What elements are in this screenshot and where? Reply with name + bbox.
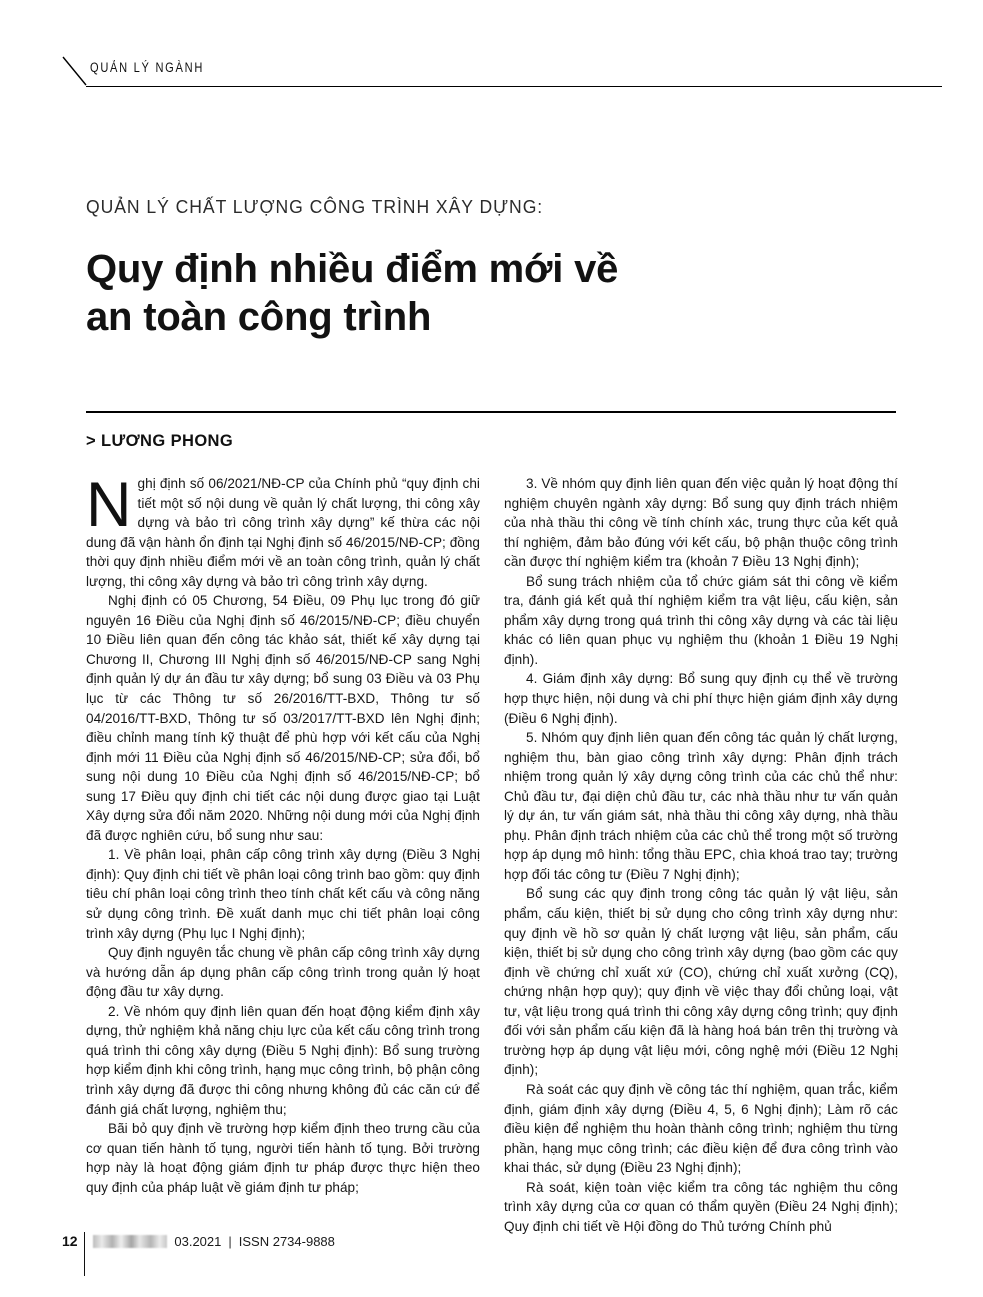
- paragraph: Rà soát, kiện toàn việc kiểm tra công tác nghiệm thu công trình xây dựng của cơ quan có thẩm quyền (Điều 24 Nghị định); Quy định chi tiết về Hội đồng do Thủ tướng Chính phủ: [504, 1179, 898, 1234]
- diagonal-slash-icon: [62, 56, 88, 86]
- page-footer: [62, 1232, 335, 1278]
- body-column-right: [504, 474, 898, 1234]
- paragraph: Bổ sung trách nhiệm của tổ chức giám sát thi công về kiểm tra, đánh giá kết quả thí nghiệm kiểm tra vật liệu, cấu kiện, sản phẩm xây dựng trong quá trình thi công xây dựng và các tài liệu khác có liên quan phục vụ nghiệm thu (khoản 1 Điều 19 Nghị định).: [504, 573, 898, 667]
- page-number: 12: [62, 1233, 78, 1249]
- running-header: [62, 56, 942, 90]
- lead-paragraph: [86, 470, 480, 591]
- issn-text: ISSN 2734-9888: [238, 1234, 335, 1249]
- footer-divider: [84, 1232, 86, 1276]
- body-column-left: [86, 470, 480, 1219]
- header-rule: [86, 86, 942, 87]
- issue-date: 03.2021: [174, 1234, 222, 1249]
- footer-meta: [93, 1232, 335, 1249]
- section-kicker: QUẢN LÝ NGÀNH: [90, 60, 205, 75]
- paragraph: 5. Nhóm quy định liên quan đến công tác quản lý chất lượng, nghiệm thu, bàn giao công trình xây dựng: Phân định trách nhiệm trong quản lý xây dựng công trình của các chủ thể như: Chủ đầu tư, đại diện chủ đầu tư, các nhà thầu như tư vấn quản lý dự án, tư vấn giám sát, nhà thầu thi công xây dựng, nhà thầu phụ. Phân định trách nhiệm của các chủ thể trong một số trường hợp áp dụng mô hình: tổng thầu EPC, chìa khoá trao tay; trường hợp đối tác công tư (Điều 7 Nghị định);: [504, 730, 898, 882]
- page-title: [86, 245, 896, 341]
- headline-block: [86, 196, 896, 368]
- drop-cap: N: [86, 470, 132, 540]
- headline-line-1: Quy định nhiều điểm mới về: [86, 246, 619, 291]
- paragraph: 2. Về nhóm quy định liên quan đến hoạt động kiểm định xây dựng, thử nghiệm khả năng chịu lực của kết cấu công trình trong quá trình thi công xây dựng (Điều 5 Nghị định): Bổ sung trường hợp kiểm định khi công trình, hạng mục công trình, bộ phận công trình xây dựng đã được thi công nhưng không đủ các căn cứ để đánh giá chất lượng, nghiệm thu;: [86, 1003, 480, 1117]
- paragraph: Quy định nguyên tắc chung về phân cấp công trình xây dựng và hướng dẫn áp dụng phân cấp công trình trong quản lý hoạt động đầu tư xây dựng.: [86, 945, 480, 1000]
- paragraph: 4. Giám định xây dựng: Bổ sung quy định cụ thể về trường hợp thực hiện, nội dung và chi phí thực hiện giám định xây dựng (Điều 6 Nghị định).: [504, 671, 898, 726]
- article-byline: > LƯƠNG PHONG: [86, 432, 234, 450]
- paragraph: Nghị định có 05 Chương, 54 Điều, 09 Phụ lục trong đó giữ nguyên 16 Điều của Nghị định số 46/2015/NĐ-CP; điều chuyển 10 Điều liên quan đến công tác khảo sát, thiết kế xây dựng tại Chương II, Chương III Nghị định số 46/2015/NĐ-CP sang Nghị định quản lý dự án đầu tư xây dựng; bổ sung 03 Điều và 03 Phụ lục từ các Thông tư số 26/2016/TT-BXD, Thông tư số 04/2016/TT-BXD, Thông tư số 03/2017/TT-BXD lên Nghị định; điều chỉnh mang tính kỹ thuật để phù hợp với kết cấu của Nghị định mới 11 Điều của Nghị định số 46/2015/NĐ-CP; sửa đổi, bổ sung nội dung 10 Điều của Nghị định số 46/2015/NĐ-CP; bổ sung 17 Điều quy định chi tiết các nội dung được giao tại Luật Xây dựng sửa đổi năm 2020. Những nội dung mới của Nghị định đã được nghiên cứu, bổ sung như sau:: [86, 593, 480, 843]
- paragraph: Rà soát các quy định về công tác thí nghiệm, quan trắc, kiểm định, giám định xây dựng (Điều 4, 5, 6 Nghị định); Làm rõ các điều kiện để nghiệm thu hoàn thành công trình; nghiệm thu từng phần, hạng mục công trình; các điều kiện để đưa công trình vào khai thác, sử dụng (Điều 23 Nghị định);: [504, 1081, 898, 1176]
- headline-line-2: an toàn công trình: [86, 294, 432, 339]
- masthead-logo: [93, 1235, 167, 1248]
- paragraph: 1. Về phân loại, phân cấp công trình xây dựng (Điều 3 Nghị định): Quy định chi tiết về phân loại công trình bao gồm: quy định tiêu chí phân loại công trình theo tính chất kết cấu và công năng sử dụng công trình. Đề xuất danh mục chi tiết phân loại công trình xây dựng (Phụ lục I Nghị định);: [86, 847, 480, 941]
- lead-paragraph-text: ghị định số 06/2021/NĐ-CP của Chính phủ “quy định chi tiết một số nội dung về quản lý chất lượng, thi công xây dựng và bảo trì công trình xây dựng” kế thừa các nội dung đã vận hành ổn định tại Nghị định số 46/2015/NĐ-CP; đồng thời quy định nhiều điểm mới về an toàn công trình, quản lý chất lượng, thi công xây dựng và bảo trì công trình xây dựng.: [86, 476, 480, 589]
- footer-separator: |: [228, 1234, 232, 1249]
- paragraph: 3. Về nhóm quy định liên quan đến việc quản lý hoạt động thí nghiệm chuyên ngành xây dựng: Bổ sung quy định trách nhiệm của nhà thầu thi công về tính chính xác, trung thực của kết quả thí nghiệm, đảm bảo đúng với kết cấu, bộ phận thuộc công trình cần được thí nghiệm kiểm tra (khoản 7 Điều 13 Nghị định);: [504, 476, 898, 570]
- article-body: [86, 470, 898, 1234]
- paragraph: Bổ sung các quy định trong công tác quản lý vật liệu, sản phẩm, cấu kiện, thiết bị sử dụng cho công trình xây dựng như: quy định về hồ sơ quản lý chất lượng vật liệu, sản phẩm, cấu kiện, thiết bị sử dụng cho công trình xây dựng (bao gồm các quy định về chứng chỉ xuất xứ (CO), chứng chỉ xuất xưởng (CQ), chứng nhận hợp quy); quy định về việc thay đổi chủng loại, vật tư, vật liệu trong quá trình thi công xây dựng công trình; quy định đối với sản phẩm cấu kiện đã là hàng hoá bán trên thị trường và trường hợp áp dụng vật liệu mới, công nghệ mới (Điều 12 Nghị định);: [504, 886, 898, 1078]
- body-divider: [86, 411, 896, 413]
- article-eyebrow: QUẢN LÝ CHẤT LƯỢNG CÔNG TRÌNH XÂY DỰNG:: [86, 196, 544, 217]
- paragraph: Bãi bỏ quy định về trường hợp kiểm định theo trưng cầu của cơ quan tiến hành tố tụng, người tiến hành tố tụng. Bởi trường hợp này là hoạt động giám định tư pháp được thực hiện theo quy định của pháp luật về giám định tư pháp;: [86, 1121, 480, 1195]
